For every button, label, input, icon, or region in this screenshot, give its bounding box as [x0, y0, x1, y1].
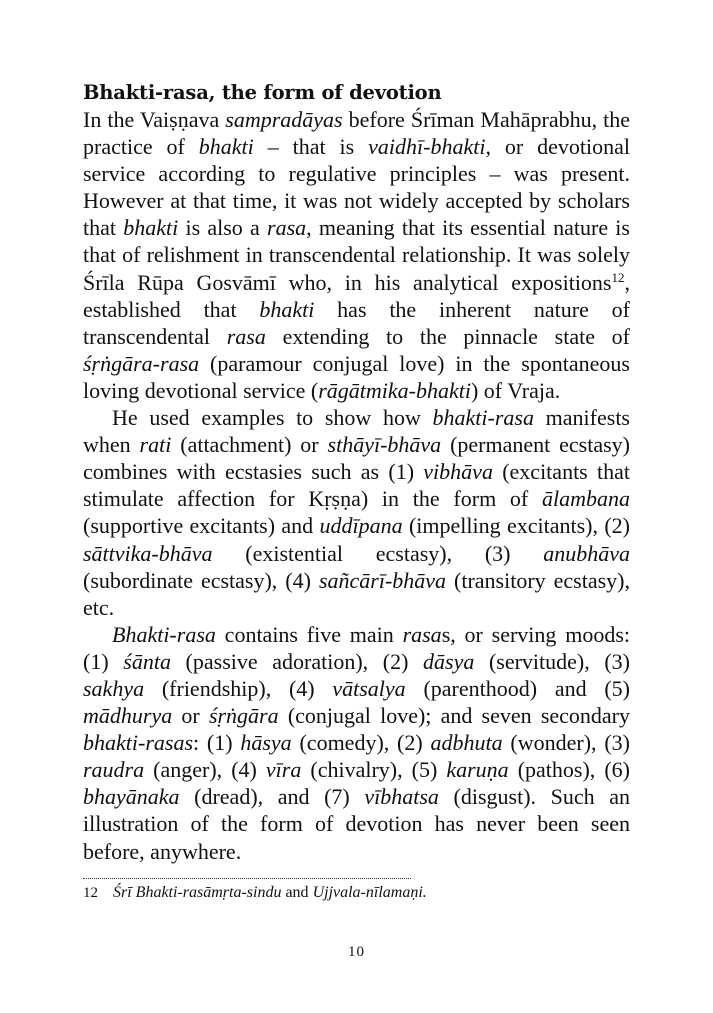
text: (dread), and (7) — [179, 784, 365, 810]
italic-term: Śrī Bhakti-rasāmṛta-sindu — [113, 883, 282, 901]
italic-term: rāgātmika-bhakti — [318, 377, 471, 403]
italic-term: bhakti-rasas — [83, 730, 193, 756]
text: (wonder), (3) — [502, 730, 631, 756]
text: (conjugal love); and seven secondary — [278, 703, 631, 729]
text: (paramour conjugal love) in the spontaneous loving devotional service ( — [83, 350, 630, 403]
footnote-reference[interactable]: 12 — [611, 269, 625, 285]
italic-term: mādhurya — [83, 703, 173, 729]
text: (transitory ecstasy), etc. — [83, 567, 630, 620]
italic-term: ālambana — [542, 486, 630, 512]
italic-term: raudra — [83, 757, 145, 783]
text: (comedy), (2) — [291, 730, 431, 756]
italic-term: adbhuta — [430, 730, 503, 756]
italic-term: rati — [139, 432, 172, 458]
text: – that is — [253, 134, 369, 160]
italic-term: uddīpana — [319, 513, 403, 539]
italic-term: śṛṅgāra — [208, 703, 279, 729]
italic-term: śānta — [123, 648, 171, 674]
italic-term: Ujjvala-nīlamaṇi. — [312, 883, 427, 901]
italic-term: vaidhī-bhakti — [368, 134, 486, 160]
italic-term: rasa — [267, 215, 307, 241]
text: , or devotional service according to regulative principles – was present. However at that time, it was not widely accepted by scholars that — [83, 134, 630, 241]
italic-term: vībhatsa — [364, 784, 439, 810]
italic-term: sakhya — [83, 675, 145, 701]
italic-term: rasa — [402, 621, 442, 647]
italic-term: bhakti-rasa — [432, 405, 534, 431]
footnote-divider — [83, 878, 411, 879]
italic-term: sāttvika-bhāva — [83, 540, 213, 566]
text: (passive adoration), (2) — [170, 648, 424, 674]
footnote — [83, 882, 630, 904]
text: In the Vaiṣṇava — [83, 107, 226, 132]
italic-term: anubhāva — [543, 540, 630, 566]
text: (pathos), (6) — [508, 757, 630, 783]
italic-term: bhakti — [198, 134, 254, 160]
italic-term: hāsya — [240, 730, 292, 756]
text: and — [281, 883, 313, 901]
italic-term: bhakti — [259, 296, 315, 322]
text: (impelling excitants), (2) — [402, 513, 630, 539]
italic-term: sampradāyas — [225, 107, 343, 132]
italic-term: vibhāva — [423, 459, 493, 485]
paragraph-1 — [83, 106, 630, 404]
text: (excitants that stimulate affection for Kṛṣṇa) in the form of — [83, 459, 630, 512]
text: has the inherent nature of transcendental — [83, 296, 631, 349]
italic-term: śṛṅgāra-rasa — [83, 350, 200, 376]
text: (chivalry), (5) — [301, 757, 447, 783]
text: (attachment) or — [171, 432, 328, 458]
italic-term: rasa — [226, 323, 266, 349]
text: (friendship), (4) — [144, 675, 333, 701]
text: extending to the pinnacle state of — [265, 323, 630, 349]
text: manifests when — [83, 405, 630, 458]
text: (anger), (4) — [144, 757, 266, 783]
text: , established that — [83, 269, 630, 322]
text: (disgust). Such an illustration of the form of devotion has never been seen before, anywhere. — [83, 784, 630, 864]
text: before Śrīman Mahāprabhu, the practice of — [83, 107, 630, 160]
paragraph-2 — [83, 404, 630, 621]
text: He used examples to show how — [112, 405, 433, 431]
paragraph-3 — [83, 621, 630, 865]
text: (servitude), (3) — [474, 648, 630, 674]
text: : (1) — [193, 730, 241, 756]
text: (supportive excitants) and — [83, 513, 320, 539]
text: , meaning that its essential nature is that of relishment in transcendental relationship. It was solely Śrīla Rūpa Gosvāmī who, in his analytical expositions — [83, 215, 630, 295]
page-number: 10 — [348, 944, 365, 960]
text: is also a — [178, 215, 268, 241]
text: s, or serving moods: (1) — [83, 621, 630, 674]
text: ) of Vraja. — [470, 377, 561, 403]
footnote-number: 12 — [83, 884, 98, 901]
italic-term: vīra — [265, 757, 302, 783]
italic-term: sañcārī-bhāva — [318, 567, 447, 593]
italic-term: vātsalya — [332, 675, 406, 701]
text: (subordinate ecstasy), (4) — [83, 567, 319, 593]
italic-term: dāsya — [423, 648, 475, 674]
italic-term: sthāyī-bhāva — [327, 432, 442, 458]
page-content — [83, 80, 630, 904]
text: (existential ecstasy), (3) — [212, 540, 544, 566]
text: contains five main — [215, 621, 403, 647]
italic-term: Bhakti-rasa — [112, 621, 216, 647]
section-heading: Bhakti-rasa, the form of devotion — [83, 81, 442, 104]
italic-term: bhakti — [123, 215, 179, 241]
italic-term: bhayānaka — [83, 784, 180, 810]
italic-term: karuṇa — [446, 757, 509, 783]
text: (permanent ecstasy) combines with ecstasies such as (1) — [83, 432, 630, 485]
text: (parenthood) and (5) — [405, 675, 630, 701]
text: or — [172, 703, 209, 729]
